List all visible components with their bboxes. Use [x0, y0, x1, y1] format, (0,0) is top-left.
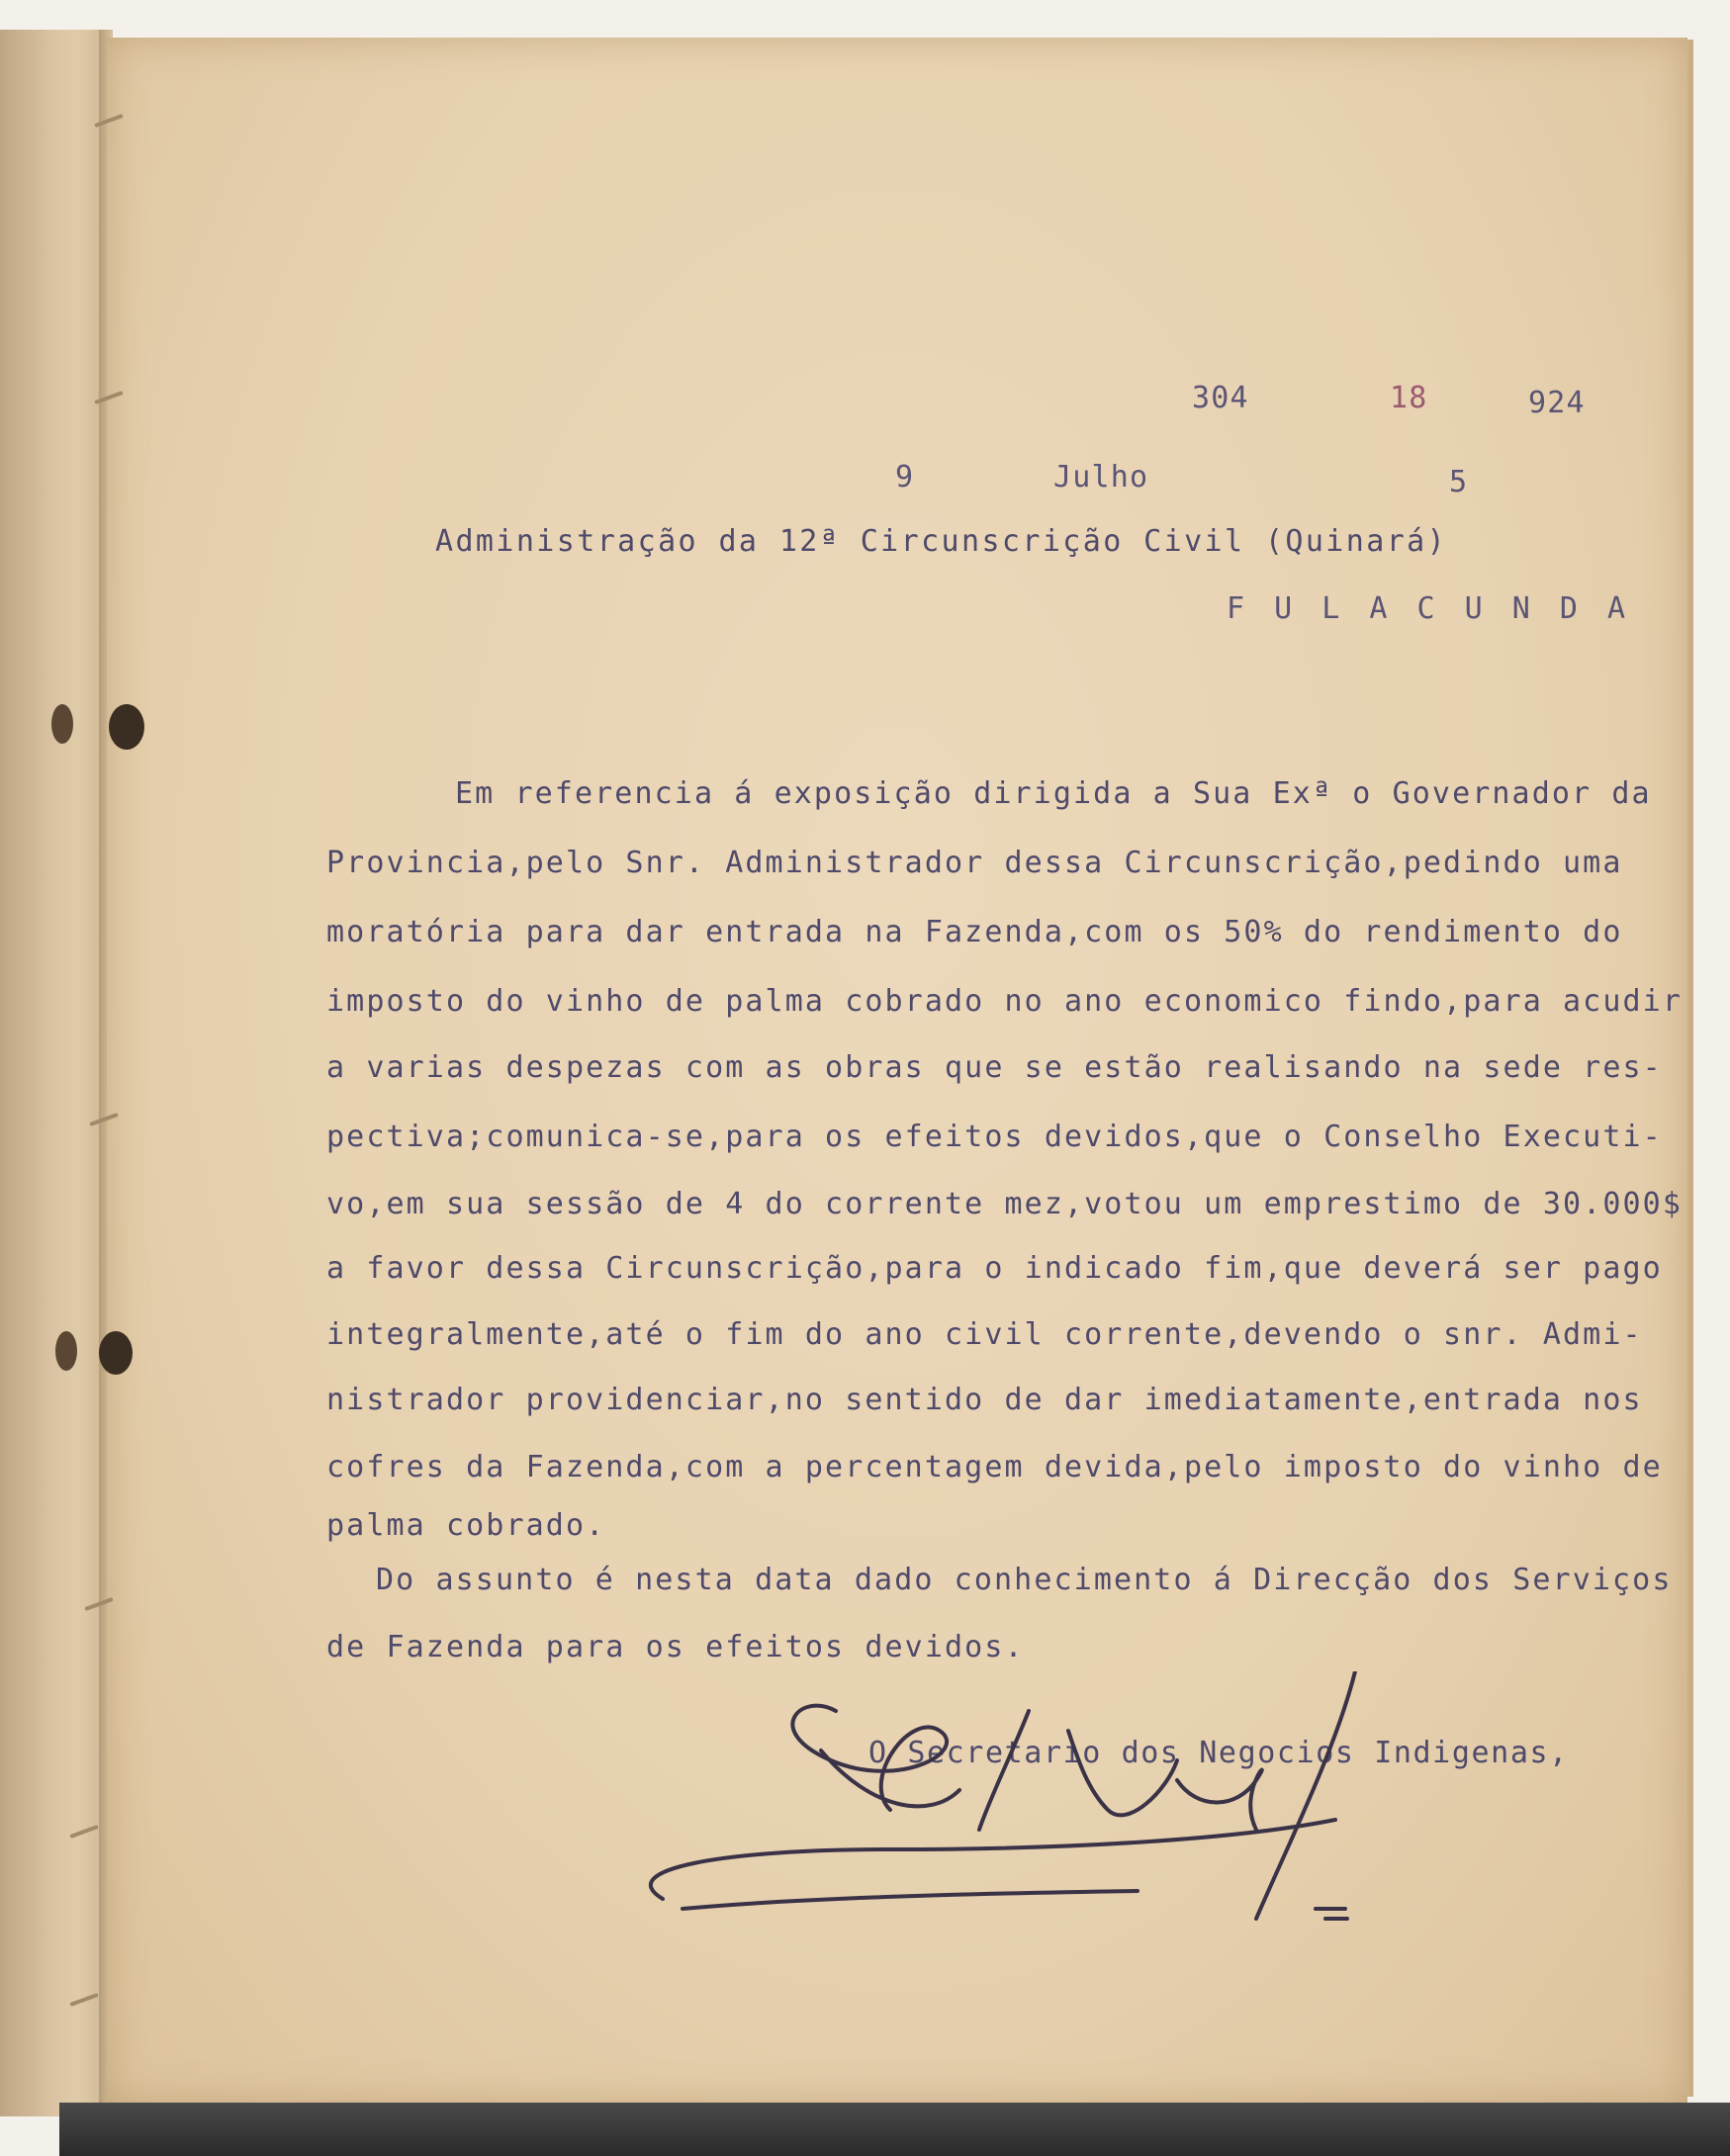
- body-line: imposto do vinho de palma cobrado no ano economico findo,para acudir: [326, 984, 1683, 1019]
- body-line: cofres da Fazenda,com a percentagem devida,pelo imposto do vinho de: [326, 1450, 1663, 1484]
- body-line: moratória para dar entrada na Fazenda,com os 50% do rendimento do: [326, 915, 1623, 949]
- body-line: a varias despezas com as obras que se estão realisando na sede res-: [326, 1050, 1663, 1085]
- reference-number: 304: [1192, 381, 1249, 415]
- body-line: integralmente,até o fim do ano civil corrente,devendo o snr. Admi-: [326, 1317, 1643, 1352]
- handwritten-signature: [643, 1671, 1395, 1938]
- signatory-title: O Secretario dos Negocios Indigenas,: [868, 1736, 1569, 1770]
- body-line: Em referencia á exposição dirigida a Sua Exª o Governador da: [455, 776, 1652, 811]
- date-month: Julho: [1053, 460, 1149, 494]
- addressee-line: Administração da 12ª Circunscrição Civil (Quinará): [435, 524, 1448, 559]
- place-name: F U L A C U N D A: [1227, 591, 1632, 626]
- punch-hole-icon: [99, 1331, 133, 1375]
- body-line: Do assunto é nesta data dado conhecimento á Direcção dos Serviços: [376, 1563, 1673, 1597]
- date-ref: 5: [1449, 465, 1469, 499]
- reference-year: 924: [1528, 386, 1586, 420]
- body-line: palma cobrado.: [326, 1508, 606, 1543]
- book-cover-bottom: [59, 2103, 1730, 2156]
- reference-number-red: 18: [1390, 381, 1428, 415]
- punch-hole-icon: [51, 704, 73, 744]
- date-day: 9: [895, 460, 915, 494]
- body-line: a favor dessa Circunscrição,para o indicado fim,que deverá ser pago: [326, 1251, 1663, 1286]
- body-line: Provincia,pelo Snr. Administrador dessa Circunscrição,pedindo uma: [326, 846, 1623, 880]
- book-spine: [0, 30, 111, 2116]
- body-line: vo,em sua sessão de 4 do corrente mez,votou um emprestimo de 30.000$: [326, 1187, 1683, 1221]
- punch-hole-icon: [109, 704, 144, 750]
- body-line: nistrador providenciar,no sentido de dar imediatamente,entrada nos: [326, 1383, 1643, 1417]
- punch-hole-icon: [55, 1331, 77, 1371]
- body-line: de Fazenda para os efeitos devidos.: [326, 1630, 1025, 1664]
- body-line: pectiva;comunica-se,para os efeitos devidos,que o Conselho Executi-: [326, 1120, 1663, 1154]
